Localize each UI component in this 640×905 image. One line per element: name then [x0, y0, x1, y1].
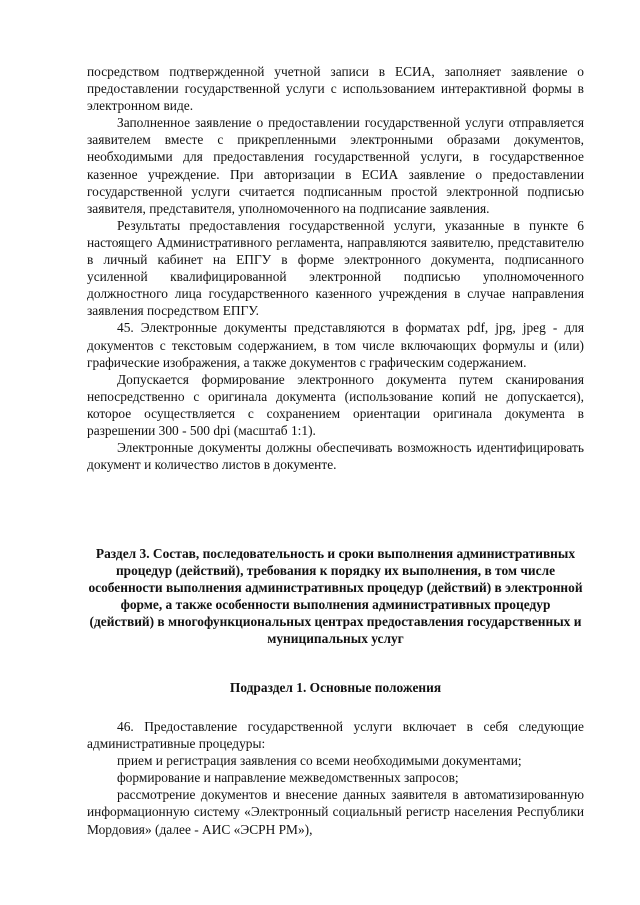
section-heading: Раздел 3. Состав, последовательность и сроки выполнения административных процедур (действий), требования к порядку их выполнения, в том числе особенности выполнения административных процедур (действий) в электронной форме, а также особенности выполнения административных процедур (действий) в многофункциональных центрах предоставления государственных и муниципальных услуг — [88, 546, 583, 647]
top-text-block — [87, 63, 584, 473]
paragraph-filled-application: Заполненное заявление о предоставлении государственной услуги отправляется заявителем вместе с прикрепленными электронными образами документов, необходимыми для предоставления государственной услуги, в государственное казенное учреждение. При авторизации в ЕСИА заявление о предоставлении государственной услуги считается подписанным простой электронной подписью заявителя, представителя, уполномоченного на подписание заявления. — [87, 115, 584, 216]
paragraph-46-procedures: 46. Предоставление государственной услуги включает в себя следующие административные процедуры: — [87, 719, 584, 752]
paragraph-reception-registration: прием и регистрация заявления со всеми необходимыми документами; — [117, 753, 522, 769]
paragraph-scanning: Допускается формирование электронного документа путем сканирования непосредственно с оригинала документа (использование копий не допускается), которое осуществляется с сохранением ориентации оригинала документа в разрешении 300 - 500 dpi (масштаб 1:1). — [87, 371, 584, 438]
paragraph-service-results: Результаты предоставления государственной услуги, указанные в пункте 6 настоящего Административного регламента, направляются заявителю, представителю в личный кабинет на ЕПГУ в форме электронного документа, подписанного усиленной квалифицированной электронной подписью уполномоченного должностного лица государственного казенного учреждения в случае направления заявления посредством ЕПГУ. — [87, 217, 584, 319]
subsection-heading: Подраздел 1. Основные положения — [229, 680, 442, 695]
bottom-text-block — [87, 718, 584, 838]
paragraph-45-formats: 45. Электронные документы представляются в форматах pdf, jpg, jpeg - для документов с текстовым содержанием, в том числе включающих формулы и (или) графические изображения, а также документов с графическим содержанием. — [87, 320, 584, 370]
paragraph-interagency-requests: формирование и направление межведомственных запросов; — [117, 770, 459, 786]
paragraph-review-documents: рассмотрение документов и внесение данных заявителя в автоматизированную информационную систему «Электронный социальный регистр населения Республики Мордовия» (далее - АИС «ЭСРН РМ»), — [87, 787, 584, 837]
paragraph-identification: Электронные документы должны обеспечивать возможность идентифицировать документ и количество листов в документе. — [87, 440, 584, 473]
paragraph-esia-continuation: посредством подтвержденной учетной записи в ЕСИА, заполняет заявление о предоставлении государственной услуги с использованием интерактивной формы в электронном виде. — [87, 64, 584, 114]
